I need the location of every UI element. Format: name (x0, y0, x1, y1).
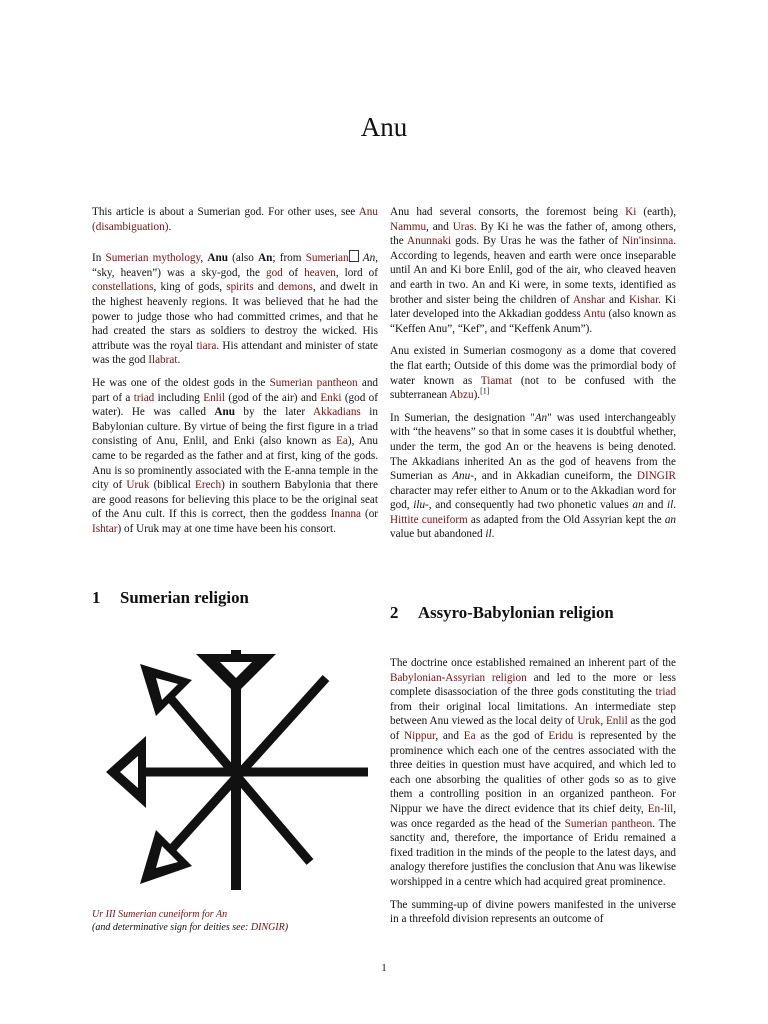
wiki-link[interactable]: Uruk (126, 479, 150, 492)
wiki-link[interactable]: Nin'insinna (622, 235, 674, 248)
text-run: ilu- (413, 499, 429, 512)
text-run: , king of gods, (153, 281, 227, 294)
text-run: (god of the air) and (225, 391, 321, 404)
text-run: , and (426, 220, 453, 233)
right-column (390, 205, 676, 550)
wiki-link[interactable]: Anshar (572, 293, 606, 306)
wiki-link[interactable]: Sumerian (305, 252, 349, 265)
wiki-link[interactable]: Sumerian mythology (105, 252, 201, 265)
text-run: (or (361, 508, 379, 521)
text-run: including (154, 391, 204, 404)
text-run: , was once regarded as the head of the (390, 802, 676, 830)
designation-paragraph (390, 411, 676, 542)
section-number: 2 (390, 603, 399, 622)
text-run: (biblical (149, 479, 196, 492)
text-run: , and in Akkadian cuneiform, the (473, 470, 637, 483)
text-run: The doctrine once established remained an inherent part of the (390, 657, 676, 669)
text-run: il (666, 499, 674, 512)
text-run: (also known as “Keffen Anu”, “Kef”, and “Keffenk Anum”). (390, 308, 676, 335)
page-number: 1 (381, 962, 387, 974)
text-run: an (632, 499, 644, 512)
text-run: . (673, 499, 676, 512)
citation-link[interactable]: [1] (480, 386, 490, 396)
left-column (92, 205, 378, 544)
text-run: and (605, 293, 629, 306)
text-run: This article is about a Sumerian god. For other uses, see (92, 206, 359, 218)
image-caption (92, 908, 382, 934)
text-run: . Ki later developed into the Akkadian goddess (390, 293, 677, 321)
text-run: Anu- (452, 470, 474, 483)
section-heading-sumerian-religion (92, 588, 249, 608)
text-run: Anu had several consorts, the foremost being (390, 206, 626, 218)
text-run: . (168, 220, 172, 233)
text-run: , “sky, heaven”) was a sky-god, the (92, 252, 379, 279)
section-number: 1 (92, 588, 101, 607)
wiki-link[interactable]: demons (278, 281, 313, 294)
wiki-link[interactable]: Ea (336, 435, 348, 448)
wiki-link[interactable]: Akkadians (312, 406, 361, 419)
wiki-link[interactable]: Nammu (390, 220, 427, 233)
text-run: as the god of (390, 715, 676, 742)
wiki-link[interactable]: triad (133, 391, 155, 404)
wiki-link[interactable]: Kishar (628, 293, 659, 306)
text-run: . His attendant and minister of state was the god (92, 339, 378, 367)
text-run: . According to legends, heaven and earth were once inseparable until An and Ki bore Enlil, god of the air, who cleaved heaven and earth in two. An and Ki were, in some texts, identified as brother and sister being the children of (390, 235, 676, 306)
wiki-link[interactable]: Enlil (203, 391, 226, 404)
text-run: is represented by the prominence which each one of the centres associated with the three deities in question must have acquired, and which led to each one absorbing the qualities of other gods so as to give them a controlling position in an organized pantheon. For Nippur we have the direct evidence that its chief deity, (390, 729, 677, 815)
wiki-link[interactable]: DINGIR (636, 470, 677, 483)
wiki-link[interactable]: spirits (226, 281, 254, 294)
wiki-link[interactable]: Nippur (404, 729, 436, 742)
text-run: Anu existed in Sumerian cosmogony as a dome that covered the flat earth; Outside of this dome was the primordial body of water known as (390, 345, 676, 387)
cuneiform-an-image[interactable] (100, 634, 372, 890)
wiki-link[interactable]: Inanna (330, 508, 362, 521)
text-run: and (643, 499, 667, 512)
text-run: ). (473, 389, 481, 402)
wiki-link[interactable]: Enki (320, 391, 342, 404)
text-run: He was one of the oldest gods in the (92, 376, 270, 389)
text-run: as the god of (475, 729, 549, 742)
text-run: , lord of (335, 266, 378, 279)
text-run: . (177, 354, 181, 367)
wiki-link[interactable]: Anunnaki (407, 235, 452, 248)
wiki-link[interactable]: En-lil (647, 802, 674, 815)
wiki-link[interactable]: Eridu (548, 729, 574, 742)
consorts-paragraph (390, 205, 676, 336)
text-run: , and dwelt in the highest heavenly regions. It was believed that he had the power to judge those who had committed crimes, and that he had created the stars as soldiers to destroy the wicked. His attribute was the royal (92, 281, 378, 352)
text-run: (also (227, 252, 259, 265)
intro-paragraph (92, 250, 378, 368)
hatnote (92, 205, 378, 234)
cosmogony-paragraph (390, 344, 676, 402)
wiki-link[interactable]: Ishtar (92, 522, 118, 535)
text-run: value but abandoned (390, 528, 486, 541)
text-run: Anu (207, 252, 228, 265)
text-run: . The sanctity and, therefore, the importance of Eridu remained a fixed tradition in the minds of the people to the latest days, and analogy therefore justifies the conclusion that Anu was likewise worshipped in a centre which had acquired great prominence. (390, 817, 676, 888)
wiki-link[interactable]: triad (655, 686, 676, 699)
text-run: Anu (214, 406, 235, 419)
wiki-link[interactable]: Ur III Sumerian cuneiform for An (92, 909, 228, 920)
wiki-link[interactable]: Ea (463, 729, 476, 742)
wiki-link[interactable]: Uruk (577, 715, 601, 728)
wiki-link[interactable]: Abzu (449, 389, 474, 402)
text-run: , and (435, 729, 464, 742)
summing-up-paragraph (390, 898, 676, 927)
text-run: an (664, 513, 676, 526)
text-run: In Sumerian, the designation " (390, 411, 535, 424)
wiki-link[interactable]: Erech (195, 479, 222, 492)
text-run: (and determinative sign for deities see: (92, 922, 251, 933)
text-run: ) of Uruk may at one time have been his consort. (117, 522, 336, 535)
wiki-link[interactable]: Ilabrat (148, 354, 178, 367)
text-run: and (253, 281, 279, 294)
text-run: ) (284, 922, 289, 933)
wiki-link[interactable]: Uras (452, 220, 474, 233)
text-run: ) in southern Babylonia that there are good reasons for believing this place to be the original seat of the Anu cult. If this is correct, then the goddess (92, 479, 378, 521)
section-2-column (390, 656, 676, 935)
text-run: as adapted from the Old Assyrian kept the (467, 513, 665, 526)
text-run: in Babylonian culture. By virtue of being the first figure in a triad consisting of Anu, Enlil, and Enki (also known as (92, 406, 378, 448)
text-run: from their original local limitations. An intermediate step between Anu viewed as the local deity of (390, 700, 676, 728)
wiki-link[interactable]: Babylonian-Assyrian religion (390, 671, 527, 684)
text-run: and led to the more or less complete disassociation of the three gods constituting the (390, 671, 677, 699)
text-run: of (282, 266, 305, 279)
text-run: gods. By Uras he was the father of (451, 235, 623, 248)
section-title: Sumerian religion (120, 588, 249, 607)
section-heading-assyro-babylonian-religion (390, 603, 614, 623)
page-title: Anu (360, 112, 408, 142)
wiki-link[interactable]: god (265, 266, 283, 279)
text-run: by the later (234, 406, 313, 419)
cuneiform-glyph-icon (349, 250, 359, 262)
text-run: (earth), (636, 206, 676, 218)
text-run: The summing-up of divine powers manifested in the universe in a threefold division represents an outcome of (390, 898, 676, 926)
wiki-link[interactable]: Ki (625, 206, 637, 218)
text-run: An (258, 252, 273, 265)
text-run: (not to be confused with the subterranean (390, 374, 676, 402)
wiki-link[interactable]: Enlil (605, 715, 628, 728)
text-run: character may refer either to Anum or to the Akkadian word for god, (390, 484, 676, 512)
text-run: il (485, 528, 492, 541)
text-run: . (491, 528, 495, 541)
text-run: . By Ki he was the father of, among others, the (390, 220, 677, 248)
text-run: (god of water). He was called (92, 391, 379, 419)
wiki-link[interactable]: heaven (304, 266, 336, 279)
doctrine-paragraph (390, 656, 676, 890)
text-run: , (600, 715, 606, 728)
text-run: In (92, 252, 106, 265)
text-run: and part of a (92, 376, 379, 404)
text-run: , (200, 252, 208, 265)
pantheon-paragraph (92, 376, 378, 537)
text-run: ; from (272, 252, 306, 265)
wiki-link[interactable]: constellations (92, 281, 154, 294)
text-run: An (534, 411, 548, 424)
text-run: ), Anu came to be regarded as the father and at first, king of the gods. Anu is so prominently associated with the E-anna temple in the city of (92, 435, 378, 492)
wiki-link[interactable]: Antu (583, 308, 606, 321)
wiki-link[interactable]: tiara (196, 339, 217, 352)
text-run: " was used interchangeably with “the heavens” so that in some cases it is doubtful whether, under the term, the god An or the heavens is being denoted. The Akkadians inherited An as the god of heavens from the Sumerian as (390, 411, 676, 483)
section-title: Assyro-Babylonian religion (418, 603, 614, 622)
wiki-link[interactable]: Tiamat (480, 374, 513, 387)
wiki-link[interactable]: Anu (disambiguation) (92, 206, 378, 233)
text-run: An (362, 252, 376, 265)
wiki-link[interactable]: DINGIR (250, 922, 285, 933)
text-run: , and consequently had two phonetic values (428, 499, 633, 512)
wiki-link[interactable]: Sumerian pantheon (564, 817, 653, 830)
wiki-link[interactable]: Hittite cuneiform (390, 513, 468, 526)
wiki-link[interactable]: Sumerian pantheon (269, 376, 358, 389)
